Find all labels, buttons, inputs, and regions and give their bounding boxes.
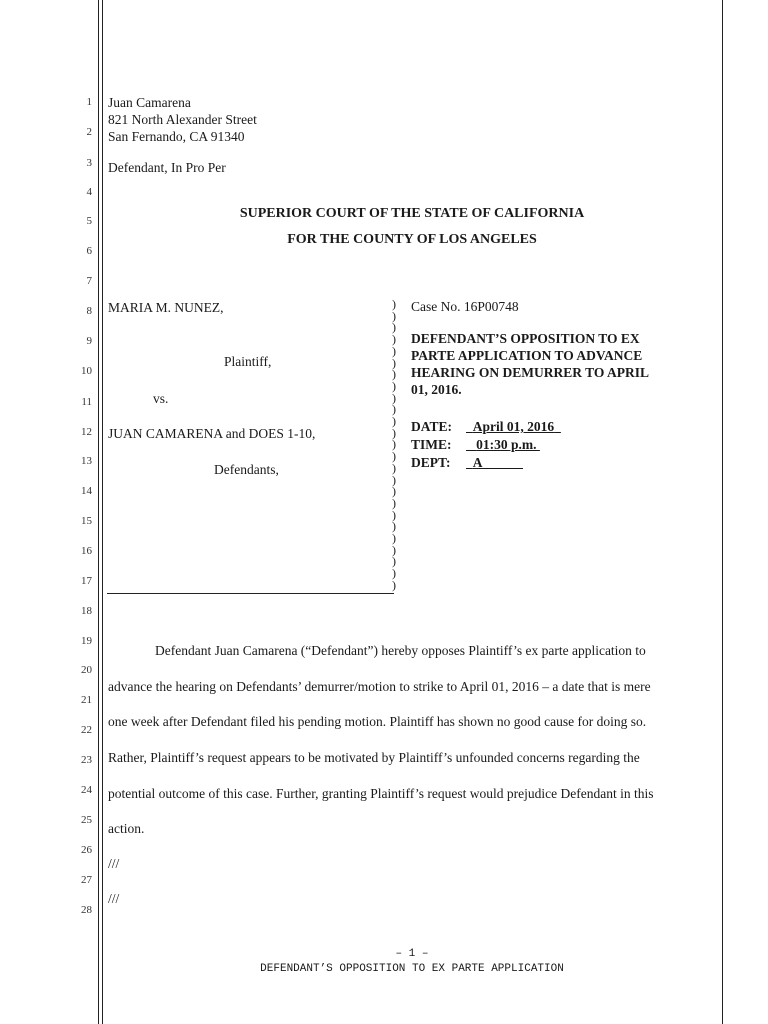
party-address-street: 821 North Alexander Street [108,112,257,127]
line-number: 22 [81,724,92,736]
caption-paren: ) [392,519,396,534]
line-number: 4 [86,186,92,198]
line-number: 13 [81,455,92,467]
line-number: 6 [86,245,92,257]
body-line-3: one week after Defendant filed his pending motion. Plaintiff has shown no good cause for doing so. [108,714,647,729]
caption-paren: ) [392,554,396,569]
hearing-date-label: DATE: [411,419,453,434]
body-line-2: advance the hearing on Defendants’ demurrer/motion to strike to April 01, 2016 – a date that is mere [108,679,651,694]
line-number: 3 [86,157,92,169]
hearing-time-text: 01:30 p.m. [476,437,537,452]
line-number: 27 [81,874,92,886]
caption-paren: ) [392,378,396,393]
line-number: 28 [81,904,92,916]
body-line-5: potential outcome of this case. Further, granting Plaintiff’s request would prejudice Defendant in this [108,786,654,801]
caption-paren: ) [392,308,396,323]
plaintiff-label: Plaintiff, [224,354,272,369]
line-number: 14 [81,485,92,497]
party-name: Juan Camarena [108,95,191,110]
court-name: SUPERIOR COURT OF THE STATE OF CALIFORNIA [239,206,585,221]
caption-paren: ) [392,472,396,487]
caption-paren: ) [392,531,396,545]
plaintiff-name: MARIA M. NUNEZ, [108,300,224,315]
continuation-mark-2: /// [108,891,120,906]
line-number: 18 [81,605,92,617]
line-number: 5 [86,215,92,227]
hearing-date-value [466,419,561,435]
body-line-4: Rather, Plaintiff’s request appears to be motivated by Plaintiff’s unfounded concerns regarding the [108,750,640,765]
continuation-mark-1: /// [108,856,120,871]
court-county: FOR THE COUNTY OF LOS ANGELES [287,232,537,247]
line-number: 20 [81,664,92,676]
hearing-dept-text: A [472,455,483,470]
caption-paren: ) [392,402,396,417]
caption-paren: ) [392,437,396,452]
document-title-line-2: PARTE APPLICATION TO ADVANCE [411,348,643,363]
case-number: Case No. 16P00748 [411,299,519,314]
party-role: Defendant, In Pro Per [108,160,226,175]
caption-paren: ) [392,390,396,405]
left-margin-rule-outer [98,0,99,1024]
caption-paren: ) [392,297,396,311]
caption-paren: ) [392,577,396,592]
caption-paren: ) [392,320,396,335]
caption-paren: ) [392,507,396,522]
caption-paren: ) [392,367,396,382]
caption-paren: ) [392,449,396,464]
line-number: 7 [86,275,92,287]
line-number: 2 [86,126,92,138]
caption-paren: ) [392,566,396,581]
body-line-1: Defendant Juan Camarena (“Defendant”) hereby opposes Plaintiff’s ex parte application to [155,643,646,658]
caption-paren: ) [392,484,396,499]
footer-title: DEFENDANT’S OPPOSITION TO EX PARTE APPLICATION [260,963,564,975]
line-number: 15 [81,515,92,527]
caption-paren: ) [392,460,396,475]
versus: vs. [153,391,169,406]
caption-paren: ) [392,495,396,510]
document-title-line-3: HEARING ON DEMURRER TO APRIL [411,365,650,380]
line-number: 24 [81,784,92,796]
hearing-date-text: April 01, 2016 [472,419,555,434]
line-number: 17 [81,575,92,587]
body-line-6: action. [108,821,145,836]
line-number: 10 [81,365,92,377]
defendant-label: Defendants, [214,462,279,477]
caption-paren: ) [392,425,396,440]
line-number: 19 [81,635,92,647]
line-number: 23 [81,754,92,766]
line-number: 21 [81,694,92,706]
line-number: 1 [86,96,92,108]
caption-bottom-rule [107,593,394,594]
line-number: 25 [81,814,92,826]
line-number: 16 [81,545,92,557]
caption-paren: ) [392,355,396,370]
line-number: 11 [81,396,92,408]
hearing-dept-value [466,455,523,471]
left-margin-rule-inner [102,0,103,1024]
defendant-name: JUAN CAMARENA and DOES 1-10, [108,426,316,441]
right-margin-rule [722,0,723,1024]
hearing-time-value [466,437,540,453]
hearing-dept-label: DEPT: [411,455,451,470]
line-number: 26 [81,844,92,856]
caption-paren: ) [392,343,396,358]
hearing-time-label: TIME: [411,437,452,452]
caption-paren: ) [392,414,396,428]
document-title-line-4: 01, 2016. [411,382,462,397]
line-number: 12 [81,426,92,438]
document-title-line-1: DEFENDANT’S OPPOSITION TO EX [411,331,640,346]
page-number: – 1 – [395,948,429,960]
line-number: 8 [86,305,92,317]
caption-paren: ) [392,542,396,557]
line-number: 9 [86,335,92,347]
caption-paren: ) [392,332,396,347]
party-address-city: San Fernando, CA 91340 [108,129,245,144]
